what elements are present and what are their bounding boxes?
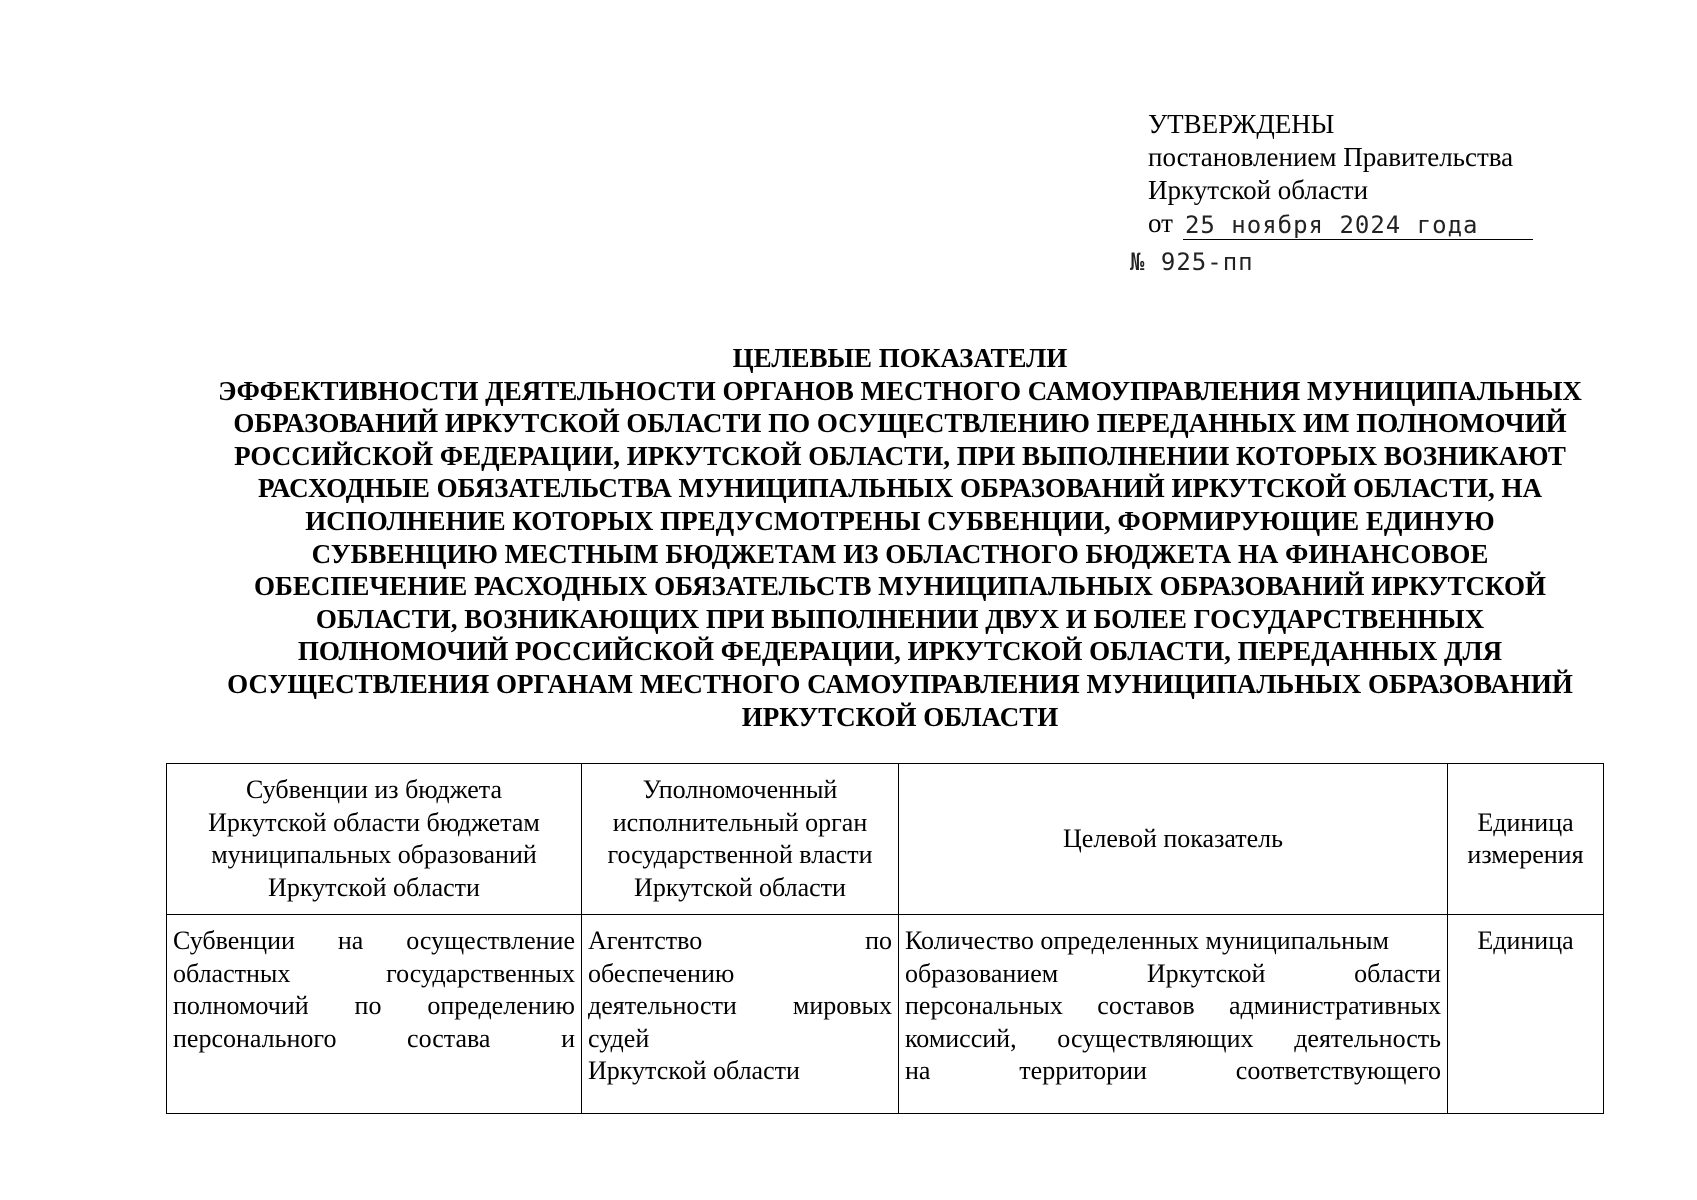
word: по — [354, 991, 382, 1020]
table-header-row — [167, 764, 1604, 915]
title-line: ПОЛНОМОЧИЙ РОССИЙСКОЙ ФЕДЕРАЦИИ, ИРКУТСКОЙ ОБЛАСТИ, ПЕРЕДАННЫХ ДЛЯ — [297, 636, 1503, 667]
indicators-table — [166, 763, 1604, 1114]
word: областных — [173, 958, 291, 988]
approval-date-line — [1148, 207, 1548, 240]
word: определению — [427, 991, 575, 1020]
title-line: СУБВЕНЦИЮ МЕСТНЫМ БЮДЖЕТАМ ИЗ ОБЛАСТНОГО БЮДЖЕТА НА ФИНАНСОВОЕ — [311, 538, 1489, 569]
header-line: государственной власти — [607, 840, 873, 869]
cell-line — [905, 958, 1441, 991]
title-line: ИРКУТСКОЙ ОБЛАСТИ — [741, 701, 1059, 732]
word: персональных — [905, 991, 1063, 1020]
word: персонального — [173, 1023, 337, 1053]
cell-line — [588, 925, 892, 958]
cell-unit: Единица — [1448, 915, 1604, 1114]
word: осуществление — [406, 926, 575, 955]
word: и — [561, 1023, 575, 1053]
word: Иркутской области — [588, 1056, 800, 1085]
header-line: Целевой показатель — [1063, 823, 1283, 853]
word: Иркутской — [1146, 958, 1266, 988]
word: деятельности — [588, 991, 737, 1020]
title-line: РАСХОДНЫЕ ОБЯЗАТЕЛЬСТВА МУНИЦИПАЛЬНЫХ ОБРАЗОВАНИЙ ИРКУТСКОЙ ОБЛАСТИ, НА — [257, 473, 1543, 504]
header-line: муниципальных образований — [211, 840, 537, 869]
word: области — [1354, 958, 1441, 988]
title-line: ЭФФЕКТИВНОСТИ ДЕЯТЕЛЬНОСТИ ОРГАНОВ МЕСТНОГО САМОУПРАВЛЕНИЯ МУНИЦИПАЛЬНЫХ — [218, 375, 1582, 406]
word: судей — [588, 1023, 650, 1053]
cell-line — [905, 925, 1441, 958]
cell-line — [905, 1055, 1441, 1088]
word: административных — [1228, 991, 1441, 1020]
header-line: Иркутской области — [268, 872, 480, 902]
word: территории — [1019, 1056, 1147, 1085]
word: Субвенции — [173, 926, 295, 955]
header-line: Иркутской области бюджетам — [208, 807, 540, 837]
word: полномочий — [173, 991, 309, 1020]
title-line: ЦЕЛЕВЫЕ ПОКАЗАТЕЛИ — [732, 343, 1068, 373]
cell-line — [588, 990, 892, 1023]
cell-line — [173, 925, 575, 958]
approval-number: № 925-пп — [1130, 248, 1254, 276]
header-unit — [1448, 764, 1604, 915]
word: образованием — [905, 958, 1059, 988]
table-row — [167, 915, 1604, 1114]
header-line: измерения — [1467, 840, 1584, 869]
word: на — [337, 926, 364, 955]
approval-date-value: 25 ноября 2024 года — [1183, 211, 1533, 240]
title-line: ОБРАЗОВАНИЙ ИРКУТСКОЙ ОБЛАСТИ ПО ОСУЩЕСТВЛЕНИЮ ПЕРЕДАННЫХ ИМ ПОЛНОМОЧИЙ — [233, 408, 1567, 439]
cell-line — [905, 990, 1441, 1023]
cell-line — [173, 1023, 575, 1056]
word: Агентство — [588, 926, 703, 955]
title-line: РОССИЙСКОЙ ФЕДЕРАЦИИ, ИРКУТСКОЙ ОБЛАСТИ, ПРИ ВЫПОЛНЕНИИ КОТОРЫХ ВОЗНИКАЮТ — [234, 440, 1566, 471]
cell-line — [173, 990, 575, 1023]
cell-line — [905, 1023, 1441, 1056]
header-line: Субвенции из бюджета — [245, 775, 503, 804]
word: составов — [1097, 991, 1195, 1020]
approval-date-prefix: от — [1148, 208, 1173, 238]
header-line: исполнительный орган — [612, 807, 868, 837]
word: на — [905, 1056, 931, 1085]
word: состава — [407, 1023, 491, 1053]
cell-line — [173, 958, 575, 991]
title-line: ОСУЩЕСТВЛЕНИЯ ОРГАНАМ МЕСТНОГО САМОУПРАВЛЕНИЯ МУНИЦИПАЛЬНЫХ ОБРАЗОВАНИЙ — [227, 668, 1573, 699]
header-line: Иркутской области — [634, 872, 846, 902]
word: государственных — [386, 958, 575, 988]
word: соответствующего — [1235, 1056, 1441, 1085]
title-line: ИСПОЛНЕНИЕ КОТОРЫХ ПРЕДУСМОТРЕНЫ СУБВЕНЦИИ, ФОРМИРУЮЩИЕ ЕДИНУЮ — [305, 505, 1495, 536]
cell-indicator — [899, 915, 1448, 1114]
header-indicator — [899, 764, 1448, 915]
word: деятельность — [1294, 1023, 1441, 1053]
header-subventions — [167, 764, 582, 915]
word: осуществляющих — [1057, 1023, 1254, 1053]
cell-subvention — [167, 915, 582, 1114]
cell-line — [588, 1055, 892, 1088]
title-line: ОБЕСПЕЧЕНИЕ РАСХОДНЫХ ОБЯЗАТЕЛЬСТВ МУНИЦИПАЛЬНЫХ ОБРАЗОВАНИЙ ИРКУТСКОЙ — [254, 571, 1546, 602]
header-line: Уполномоченный — [642, 775, 838, 804]
word: комиссий, — [905, 1023, 1017, 1053]
cell-authority — [582, 915, 899, 1114]
header-line: Единица — [1477, 807, 1574, 837]
cell-line — [588, 958, 892, 991]
approval-heading: УТВЕРЖДЕНЫ — [1148, 109, 1335, 139]
word: обеспечению — [588, 958, 735, 988]
title-line: ОБЛАСТИ, ВОЗНИКАЮЩИХ ПРИ ВЫПОЛНЕНИИ ДВУХ И БОЛЕЕ ГОСУДАРСТВЕННЫХ — [315, 603, 1485, 634]
approval-block — [1130, 108, 1548, 276]
cell-line — [588, 1023, 892, 1056]
approval-resolution-text: постановлением Правительства — [1148, 142, 1514, 172]
word: по — [865, 926, 892, 955]
header-authority — [582, 764, 899, 915]
word: Количество определенных муниципальным — [905, 926, 1390, 955]
word: мировых — [792, 991, 892, 1020]
document-title — [150, 342, 1650, 733]
approval-region-text: Иркутской области — [1148, 175, 1369, 205]
